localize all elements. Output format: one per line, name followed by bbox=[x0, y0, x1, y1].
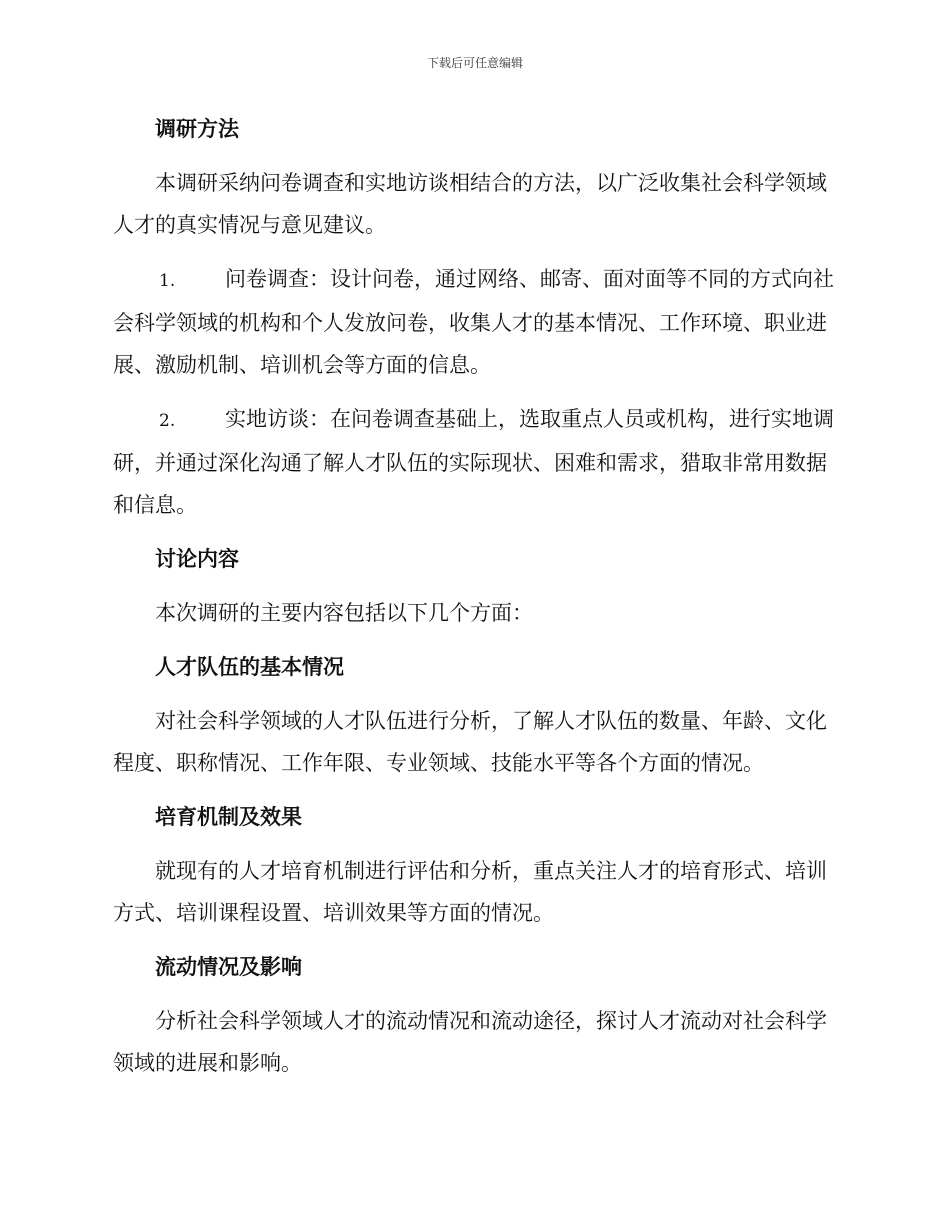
method-list-item-1 bbox=[113, 258, 835, 386]
section-heading-basic: 人才队伍的基本情况 bbox=[155, 654, 344, 679]
section-heading-flow: 流动情况及影响 bbox=[155, 954, 302, 979]
section-heading-training: 培育机制及效果 bbox=[155, 804, 302, 829]
list-number: 2. bbox=[159, 411, 176, 431]
list-item-text: 实地访谈：在问卷调查基础上，选取重点人员或机构，进行实地调研，并通过深化沟通了解人才队伍的实际现状、困难和需求，猎取非常用数据和信息。 bbox=[113, 407, 834, 517]
method-intro-paragraph: 本调研采纳问卷调查和实地访谈相结合的方法，以广泛收集社会科学领域人才的真实情况与意见建议。 bbox=[113, 171, 827, 237]
flow-paragraph: 分析社会科学领域人才的流动情况和流动途径，探讨人才流动对社会科学领域的进展和影响。 bbox=[113, 1009, 827, 1075]
list-item-text: 问卷调查：设计问卷，通过网络、邮寄、面对面等不同的方式向社会科学领域的机构和个人发放问卷，收集人才的基本情况、工作环境、职业进展、激励机制、培训机会等方面的信息。 bbox=[113, 267, 834, 377]
section-heading-discussion: 讨论内容 bbox=[155, 546, 239, 571]
list-number: 1. bbox=[159, 271, 176, 291]
section-heading-method: 调研方法 bbox=[155, 116, 239, 141]
page-header: 下载后可任意编辑 bbox=[426, 56, 523, 70]
method-list-item-2 bbox=[113, 398, 835, 526]
discussion-intro-paragraph: 本次调研的主要内容包括以下几个方面： bbox=[155, 601, 533, 625]
document-body bbox=[113, 108, 835, 1096]
basic-paragraph: 对社会科学领域的人才队伍进行分析，了解人才队伍的数量、年龄、文化程度、职称情况、工作年限、专业领域、技能水平等各个方面的情况。 bbox=[113, 709, 827, 775]
training-paragraph: 就现有的人才培育机制进行评估和分析，重点关注人才的培育形式、培训方式、培训课程设置、培训效果等方面的情况。 bbox=[113, 859, 827, 925]
